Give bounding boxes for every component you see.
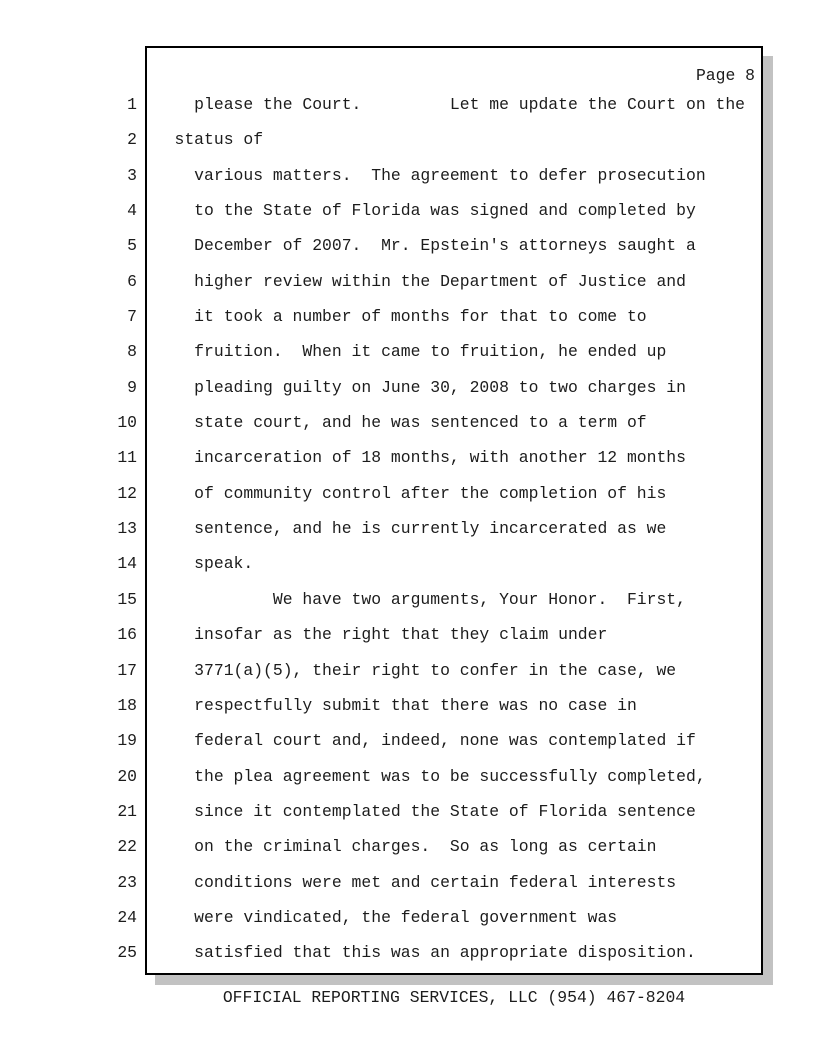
transcript-line [0,370,816,405]
line-number: 17 [117,660,137,680]
transcript-line [0,405,816,440]
line-text: federal court and, indeed, none was contemplated if [145,731,696,751]
transcript-line [0,865,816,900]
transcript-line [0,617,816,652]
line-text: various matters. The agreement to defer prosecution [145,165,706,185]
line-text: fruition. When it came to fruition, he ended up [145,342,667,362]
line-number: 19 [117,731,137,751]
transcript-line [0,935,816,970]
line-text: please the Court. Let me update the Court on the [145,95,745,114]
line-text: satisfied that this was an appropriate disposition. [145,943,696,963]
transcript-lines [0,87,816,971]
line-text: the plea agreement was to be successfully completed, [145,766,706,786]
line-number: 11 [117,448,137,468]
line-number: 7 [127,307,137,327]
transcript-line [0,653,816,688]
line-text: state court, and he was sentenced to a term of [145,413,647,433]
transcript-line [0,440,816,475]
reporter-footer: OFFICIAL REPORTING SERVICES, LLC (954) 467-8204 [222,988,686,1007]
page-number-label: Page 8 [695,66,755,85]
transcript-line [0,511,816,546]
line-number: 10 [117,413,137,433]
transcript-line [0,299,816,334]
line-text: on the criminal charges. So as long as certain [145,837,657,857]
line-number: 6 [127,271,137,291]
line-number: 15 [117,589,137,609]
line-number: 1 [127,95,137,114]
transcript-line [0,582,816,617]
line-number: 20 [117,766,137,786]
transcript-line [0,546,816,581]
line-number: 16 [117,625,137,645]
line-number: 3 [127,165,137,185]
line-number: 4 [127,201,137,221]
line-number: 18 [117,695,137,715]
line-number: 13 [117,519,137,539]
transcript-line [0,228,816,263]
line-number: 2 [127,130,137,150]
line-number: 9 [127,377,137,397]
transcript-line [0,688,816,723]
transcript-line [0,334,816,369]
line-number: 8 [127,342,137,362]
line-text: speak. [145,554,254,574]
line-text: December of 2007. Mr. Epstein's attorneys saught a [145,236,696,256]
line-text: conditions were met and certain federal interests [145,872,677,892]
transcript-line [0,193,816,228]
line-text: status of [145,130,264,150]
transcript-line [0,759,816,794]
transcript-line [0,264,816,299]
line-text: of community control after the completion of his [145,483,667,503]
line-number: 12 [117,483,137,503]
line-text: higher review within the Department of Justice and [145,271,686,291]
transcript-line [0,829,816,864]
line-text: sentence, and he is currently incarcerated as we [145,519,667,539]
line-text: pleading guilty on June 30, 2008 to two charges in [145,377,686,397]
line-text: it took a number of months for that to come to [145,307,647,327]
line-number: 24 [117,907,137,927]
transcript-line [0,723,816,758]
line-text: since it contemplated the State of Florida sentence [145,801,696,821]
transcript-line [0,476,816,511]
transcript-line [0,122,816,157]
transcript-line [0,794,816,829]
transcript-line [0,87,816,122]
line-text: to the State of Florida was signed and completed by [145,201,696,221]
transcript-line [0,900,816,935]
line-text: incarceration of 18 months, with another 12 months [145,448,686,468]
line-number: 23 [117,872,137,892]
line-text: insofar as the right that they claim under [145,625,608,645]
line-text: 3771(a)(5), their right to confer in the case, we [145,660,677,680]
line-text: were vindicated, the federal government was [145,907,618,927]
line-number: 25 [117,943,137,963]
transcript-line [0,158,816,193]
line-text: respectfully submit that there was no case in [145,695,637,715]
line-number: 14 [117,554,137,574]
line-number: 22 [117,837,137,857]
line-text: We have two arguments, Your Honor. First, [145,589,686,609]
line-number: 21 [117,801,137,821]
line-number: 5 [127,236,137,256]
